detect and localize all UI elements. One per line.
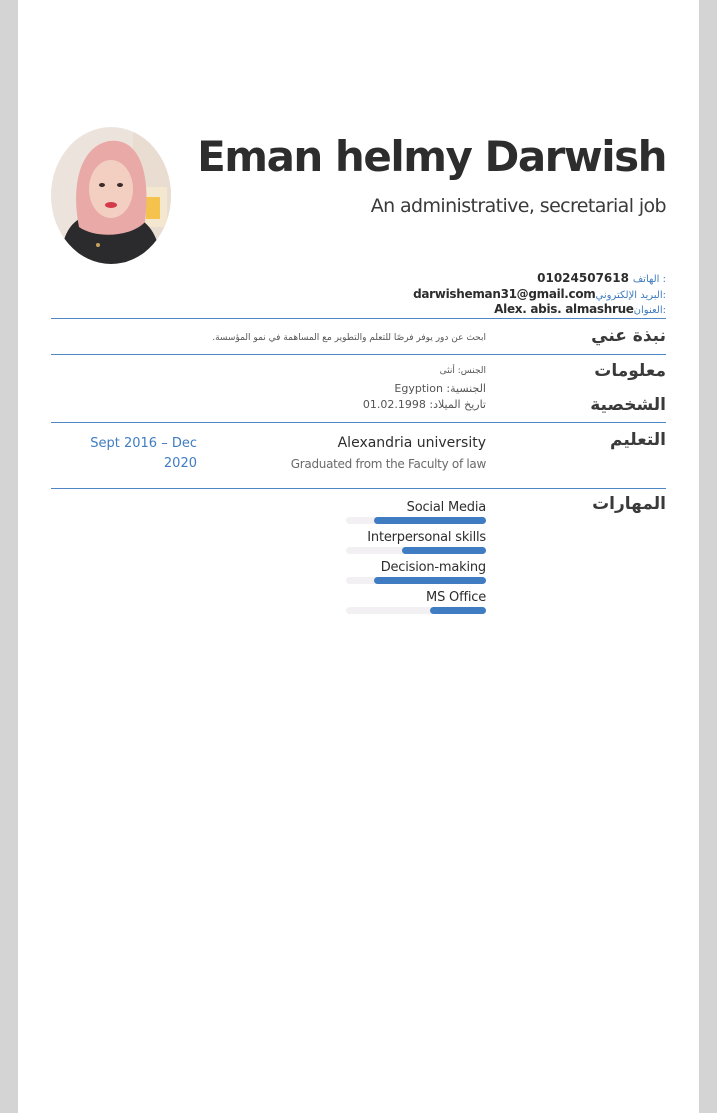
personal-info-heading-line1: معلومات: [594, 361, 666, 381]
nationality-row: [394, 382, 486, 395]
job-title: An administrative, secretarial job: [370, 195, 666, 217]
skills-heading: المهارات: [592, 494, 666, 514]
phone-label: الهاتف :: [632, 274, 666, 285]
education-school: Alexandria university: [337, 435, 486, 451]
email-value: darwisheman31@gmail.com: [413, 287, 596, 301]
candidate-name: Eman helmy Darwish: [197, 132, 666, 181]
skill-bar-fill: [374, 517, 486, 524]
education-dates: [72, 434, 197, 474]
about-heading: نبذة عني: [591, 326, 666, 346]
skill-item: [346, 530, 486, 554]
skill-bar-fill: [402, 547, 486, 554]
birth-value: 01.02.1998: [362, 398, 426, 411]
skill-name: Social Media: [406, 500, 486, 515]
skill-bar-fill: [430, 607, 486, 614]
birth-label: تاريخ الميلاد:: [429, 398, 486, 411]
divider: [51, 318, 666, 319]
address-row: [494, 302, 666, 318]
skill-bar-track: [346, 577, 486, 584]
profile-photo: [51, 127, 171, 264]
skill-bar-track: [346, 607, 486, 614]
email-row: [413, 287, 666, 303]
address-label: العنوان:: [633, 305, 666, 316]
cv-page: [18, 0, 699, 1113]
phone-row: [537, 271, 666, 287]
skill-name: MS Office: [426, 590, 486, 605]
personal-info-heading-line2: الشخصية: [590, 395, 666, 415]
skill-name: Decision-making: [380, 560, 486, 575]
about-text: ابحث عن دور يوفر فرصًا للتعلم والتطوير مع المساهمة في نمو المؤسسة.: [212, 333, 486, 343]
nationality-value: Egyption: [394, 382, 443, 395]
phone-value: 01024507618: [537, 271, 629, 285]
skill-name: Interpersonal skills: [367, 530, 486, 545]
address-value: Alex. abis. almashrue: [494, 302, 634, 316]
education-description: Graduated from the Faculty of law: [290, 457, 486, 471]
birth-row: [363, 398, 486, 411]
gender-text: الجنس: أنثى: [439, 366, 486, 376]
education-heading: التعليم: [610, 430, 666, 450]
skill-bar-fill: [374, 577, 486, 584]
divider: [51, 354, 666, 355]
skill-bar-track: [346, 547, 486, 554]
skill-item: [346, 560, 486, 584]
education-date-line2: 2020: [163, 456, 197, 471]
divider: [51, 422, 666, 423]
skill-bar-track: [346, 517, 486, 524]
education-date-line1: Sept 2016 – Dec: [90, 436, 197, 451]
email-label: البريد الإلكتروني:: [595, 290, 666, 301]
nationality-label: الجنسية:: [446, 382, 486, 395]
skill-item: [346, 590, 486, 614]
divider: [51, 488, 666, 489]
skill-item: [346, 500, 486, 524]
